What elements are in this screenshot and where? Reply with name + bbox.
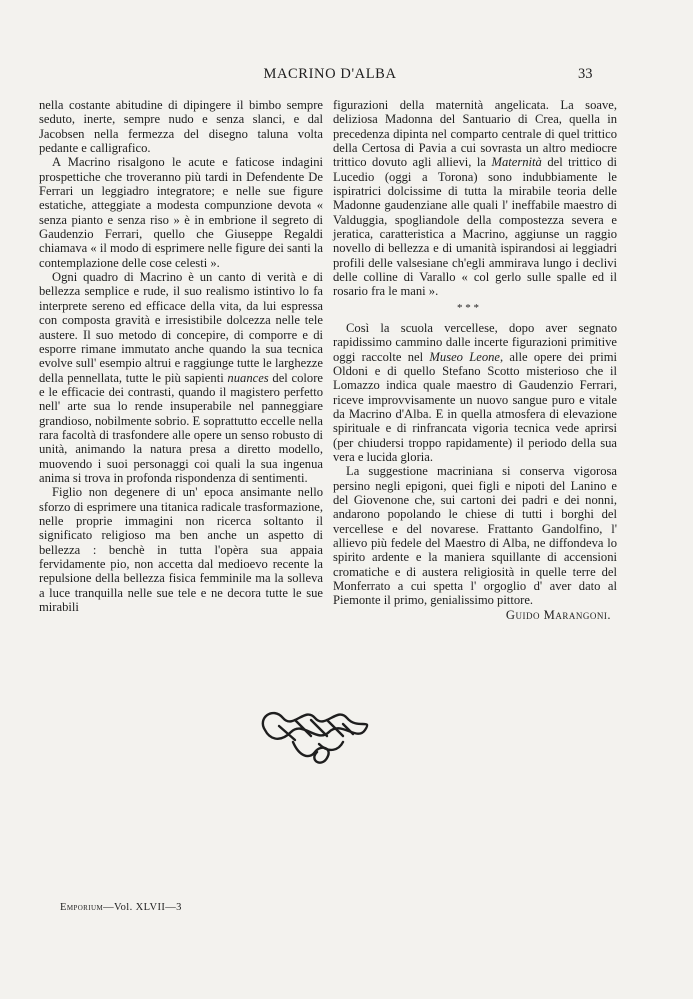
right-column [333, 98, 617, 622]
paragraph: A Macrino risalgono le acute e faticose indagini prospettiche che troveranno più tardi in Defendente De Ferrari un leggiadro integratore; e nelle sue figure estatiche, atteggiate a modesta compunzione devota « senza pianto e senza riso » è in embrione il segreto di Gaudenzio Ferrari, quello che Giuseppe Regaldi chiamava « il modo di esprimere nelle figure dei santi la contemplazione delle cose celesti ». [39, 155, 323, 270]
asterism: * * * [457, 301, 479, 314]
footer-volume: —Vol. XLVII—3 [103, 902, 182, 913]
paragraph: Figlio non degenere di un' epoca ansimante nello sforzo di esprimere una titanica radicale trasformazione, nelle proprie immagini non ricerca soltanto il significato religioso ma ben anche un aspetto di bellezza : benchè in tutta l'opèra sua appaia fervidamente pio, non accetta dal medioevo recente la repulsione della bellezza fisica femminile ma la solleva a luce tranquilla nelle sue tele e ne decora tutte le sue mirabili [39, 485, 323, 615]
running-header-title: MACRINO D'ALBA [263, 66, 397, 82]
footer-journal: Emporium [60, 902, 104, 913]
paragraph: La suggestione macriniana si conserva vigorosa persino negli epigoni, quei figli e nipoti del Lanino e del Giovenone che, sui cartoni dei padri e dei nonni, andarono popolando le chiese di tutti i borghi del vercellese e del novarese. Frattanto Gandolfino, l' allievo più fedele del Maestro di Alba, ne diffondeva lo spirito ardente e la maniera squillante di accensioni cromatiche e di austera religiosità in quelle terre del Monferrato a cui spetta l' orgoglio d' aver dato al Piemonte il primo, genialissimo pittore. [333, 464, 617, 608]
paragraph: figurazioni della maternità angelicata. La soave, deliziosa Madonna del Santuario di Crea, quella in precedenza dipinta nel comparto centrale di quel trittico della Certosa di Pavia a cui sovrasta un altro mediocre trittico dovuto agli allievi, la Maternità del trittico di Lucedio (oggi a Torona) sono indubbiamente le ispiratrici dolcissime di tutta la mirabile teoria delle Madonne gaudenziane alle quali l' ineffabile maestro di Valduggia, spogliandole della compostezza severa e jeratica, caratteristica a Macrino, aggiunse un raggio novello di bellezza e di umanità ispirandosi ai leggiadri profili delle valsesiane ch'egli ammirava lungo i declivi delle colline di Varallo « col gerlo sulle spalle ed il rosario fra le mani ». [333, 98, 617, 299]
paragraph: Così la scuola vercellese, dopo aver segnato rapidissimo cammino dalle incerte figurazioni primitive oggi raccolte nel Museo Leone, alle opere dei primi Oldoni e di quello Stefano Scotto misterioso che il Lomazzo indica quale maestro di Gaudenzio Ferrari, riceve improvvisamente un nuovo sangue puro e vitale da Macrino d'Alba. E in quella atmosfera di elevazione spirituale e di rinfrancata vigoria tecnica vede aprirsi (per chiudersi troppo rapidamente) il periodo della sua vera e lucida gloria. [333, 320, 617, 464]
author-signature: Guido Marangoni. [505, 607, 611, 622]
paragraph: Ogni quadro di Macrino è un canto di verità e di bellezza semplice e rude, il suo realismo istintivo lo fa interprete sereno ed efficace della vita, da lui espressa con composta gravità e irresistibile dolcezza nelle tele austere. Il suo metodo di concepire, di comporre e di esporre rimane immutato anche quando la sua tecnica evolve sull' esempio altrui e raggiunge tutte le larghezze della pennellata, tutte le più sapienti nuances del colore e le efficacie dei contrasti, quando il magistero perfetto nell' arte sua lo rende insuperabile nel panneggiare grandioso, nobilmente sobrio. E soprattutto eccelle nella rara facoltà di trasfondere alle opere un senso robusto di unità, animando la natura presa a diretto modello, muovendo i suoi personaggi coi quali la sua ingenua anima si trova in profonda rispondenza di sentimenti. [39, 270, 323, 485]
page-number: 33 [578, 66, 593, 82]
left-column [39, 98, 323, 614]
page-footer [60, 902, 182, 913]
decorative-flourish-icon [255, 700, 375, 772]
italic-term: nuances [227, 370, 269, 385]
paragraph: nella costante abitudine di dipingere il bimbo sempre seduto, inerte, sempre nudo e senza slanci, e dal Jacobsen nella fermezza del disegno taluna volta pedante e calligrafico. [39, 98, 323, 156]
italic-term: Maternità [491, 155, 542, 170]
italic-term: Museo Leone [429, 349, 501, 364]
